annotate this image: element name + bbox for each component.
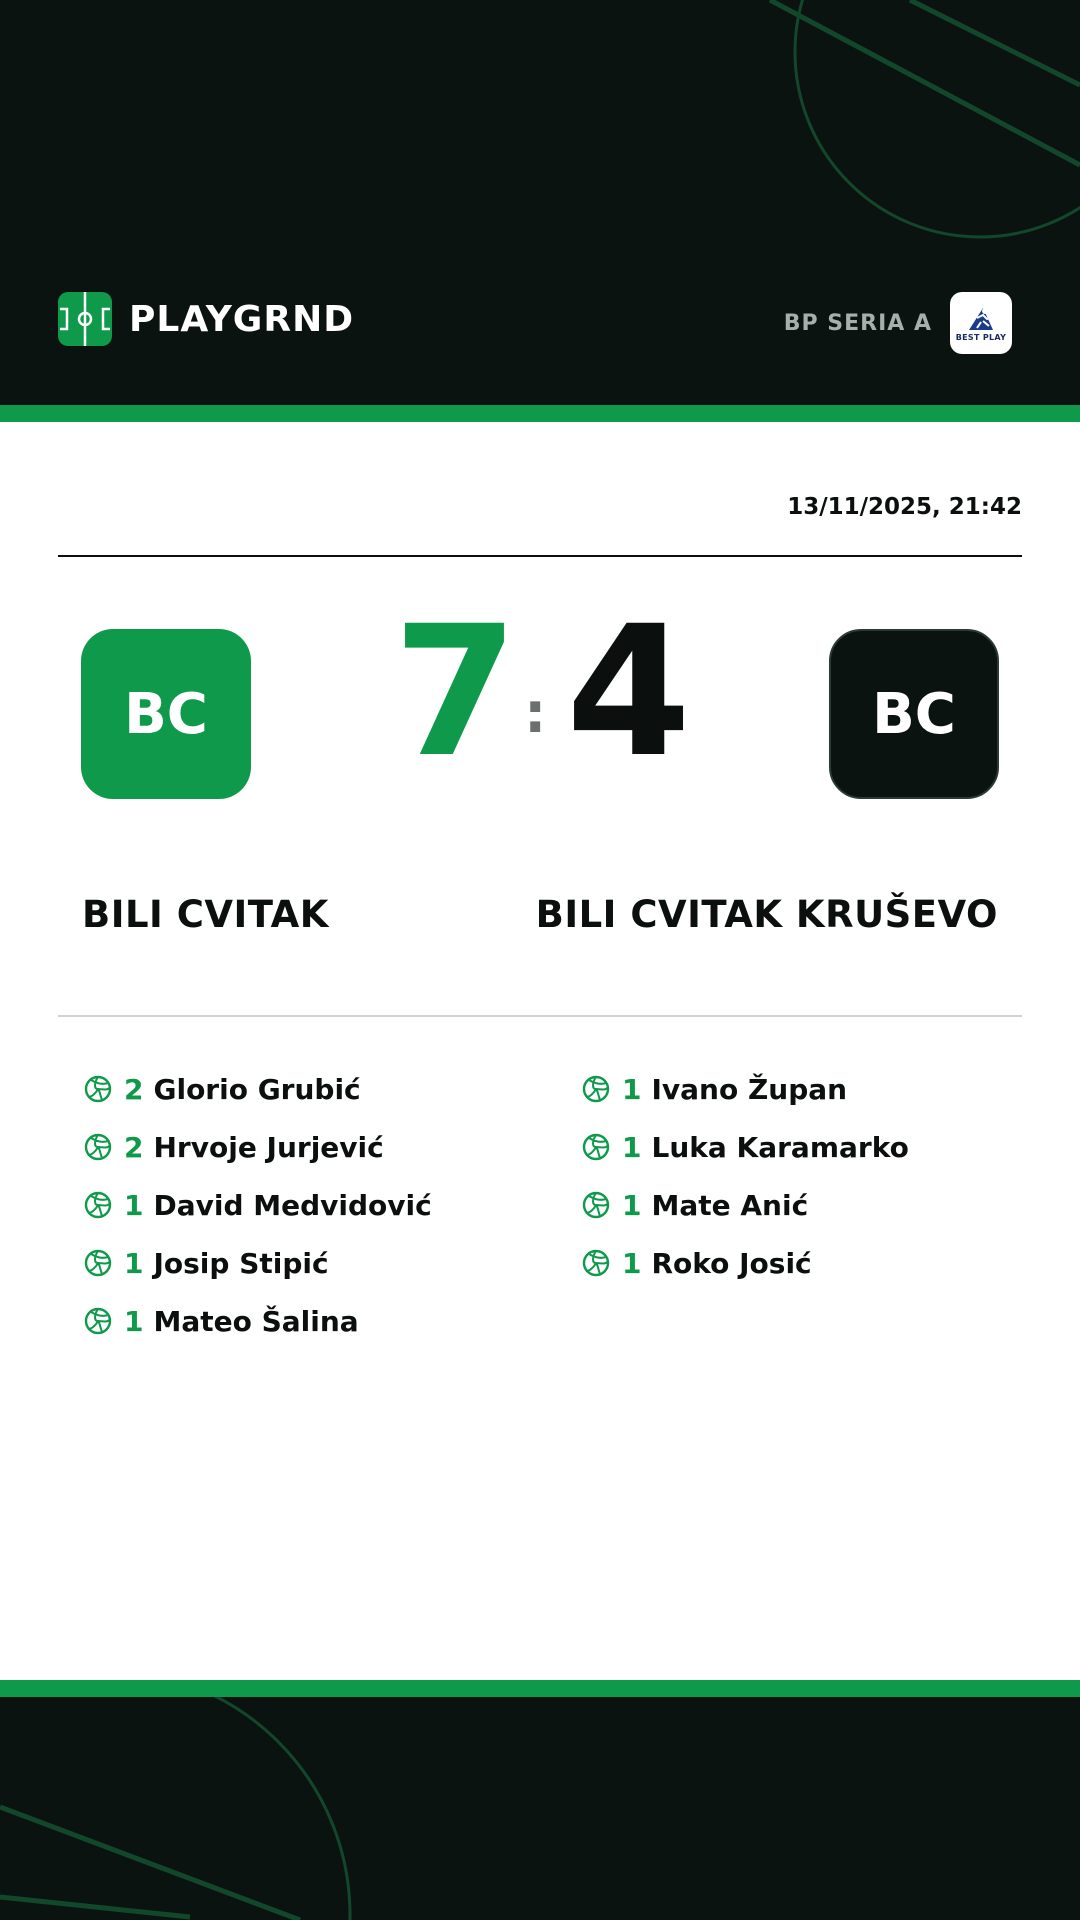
away-team-badge: BC — [829, 629, 999, 799]
player-name: Roko Josić — [651, 1246, 812, 1280]
pitch-lines-decoration — [0, 1697, 1080, 1920]
list-item — [582, 1118, 909, 1176]
list-item — [84, 1176, 432, 1234]
home-team-badge: BC — [81, 629, 251, 799]
score-separator: : — [524, 681, 547, 746]
league — [784, 292, 1012, 354]
list-item — [582, 1234, 909, 1292]
match-datetime: 13/11/2025, 21:42 — [787, 494, 1022, 520]
player-name: David Medvidović — [153, 1188, 432, 1222]
accent-stripe-bottom — [0, 1680, 1080, 1697]
list-item — [84, 1292, 432, 1350]
divider — [58, 555, 1022, 557]
home-scorers-list — [84, 1060, 432, 1350]
volleyball-icon — [84, 1249, 112, 1277]
footer — [0, 1697, 1080, 1920]
goals-count: 2 — [124, 1130, 144, 1164]
player-kick-icon — [963, 304, 999, 332]
player-name: Josip Stipić — [153, 1246, 329, 1280]
list-item — [582, 1176, 909, 1234]
volleyball-icon — [582, 1133, 610, 1161]
goals-count: 1 — [622, 1130, 642, 1164]
volleyball-icon — [582, 1075, 610, 1103]
away-score: 4 — [566, 588, 692, 797]
volleyball-icon — [84, 1075, 112, 1103]
player-name: Mateo Šalina — [153, 1304, 359, 1338]
player-name: Luka Karamarko — [651, 1130, 909, 1164]
player-name: Glorio Grubić — [153, 1072, 361, 1106]
header — [0, 0, 1080, 405]
home-team-name: BILI CVITAK — [82, 893, 329, 936]
away-scorers-list — [582, 1060, 909, 1292]
volleyball-icon — [84, 1133, 112, 1161]
goals-count: 1 — [622, 1188, 642, 1222]
list-item — [84, 1234, 432, 1292]
volleyball-icon — [84, 1307, 112, 1335]
list-item — [84, 1118, 432, 1176]
volleyball-icon — [582, 1249, 610, 1277]
player-name: Mate Anić — [651, 1188, 809, 1222]
goals-count: 1 — [124, 1304, 144, 1338]
home-score: 7 — [393, 588, 519, 797]
football-pitch-icon — [58, 292, 112, 346]
player-name: Hrvoje Jurjević — [153, 1130, 384, 1164]
brand — [58, 292, 354, 346]
league-logo — [950, 292, 1012, 354]
goals-count: 2 — [124, 1072, 144, 1106]
league-logo-text: BEST PLAY — [955, 333, 1007, 342]
away-team-name: BILI CVITAK KRUŠEVO — [535, 893, 998, 936]
goals-count: 1 — [622, 1246, 642, 1280]
league-name: BP SERIA A — [783, 310, 932, 336]
accent-stripe-top — [0, 405, 1080, 422]
goals-count: 1 — [622, 1072, 642, 1106]
volleyball-icon — [84, 1191, 112, 1219]
brand-name: PLAYGRND — [129, 298, 355, 340]
divider — [58, 1015, 1022, 1017]
list-item — [84, 1060, 432, 1118]
goals-count: 1 — [124, 1188, 144, 1222]
list-item — [582, 1060, 909, 1118]
volleyball-icon — [582, 1191, 610, 1219]
goals-count: 1 — [124, 1246, 144, 1280]
player-name: Ivano Župan — [651, 1072, 848, 1106]
